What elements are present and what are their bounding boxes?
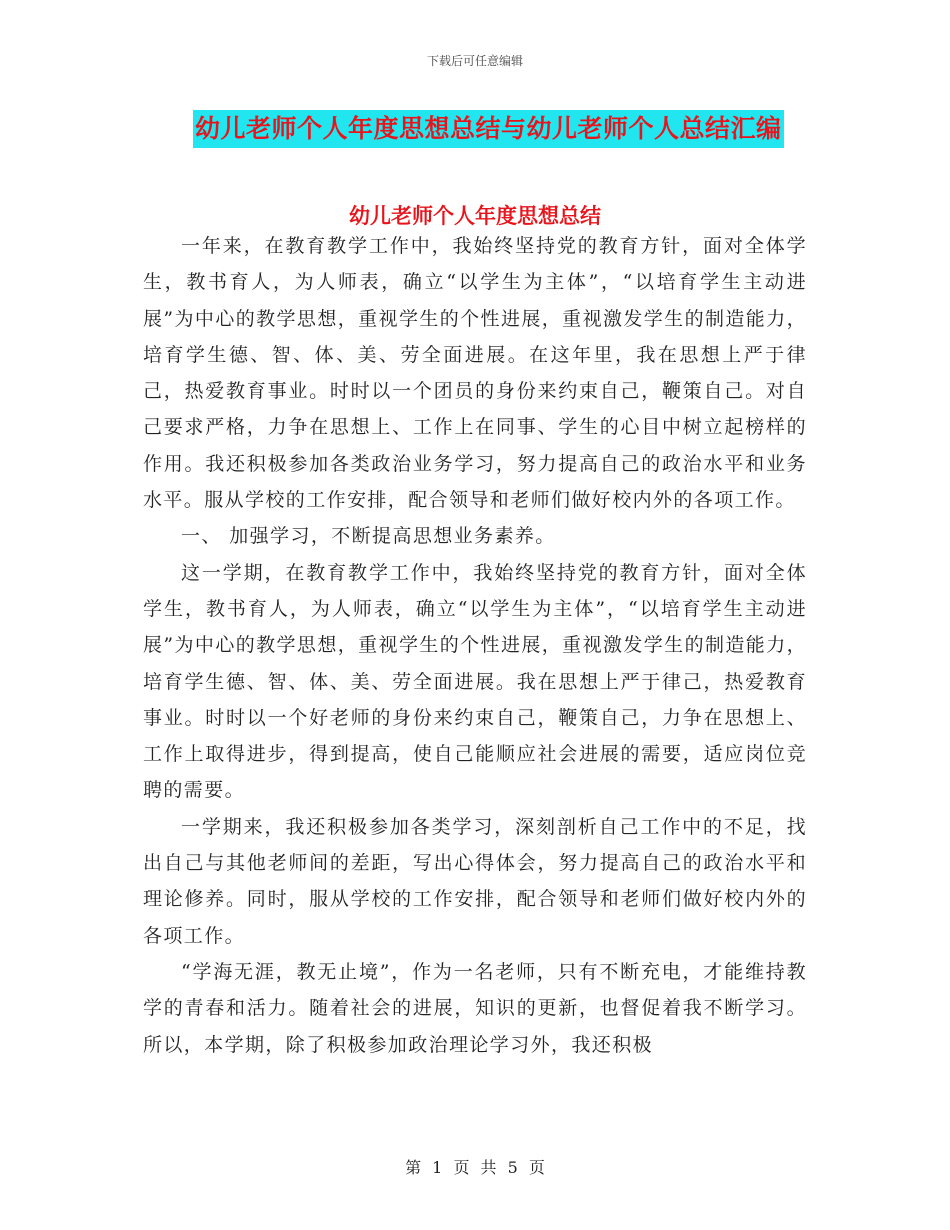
paragraph-2-heading: 一、 加强学习，不断提高思想业务素养。 — [181, 525, 556, 548]
paragraph-4: 一学期来，我还积极参加各类学习，深刻剖析自己工作中的不足，找出自己与其他老师间的差距，写出心得体会，努力提高自己的政治水平和理论修养。同时，服从学校的工作安排，配合领导和老师们做好校内外的各项工作。 — [143, 815, 807, 947]
main-title-container — [193, 110, 784, 148]
section-title: 幼儿老师个人年度思想总结 — [349, 204, 601, 228]
main-title: 幼儿老师个人年度思想总结与幼儿老师个人总结汇编 — [193, 110, 784, 148]
paragraph-5: “学海无涯，教无止境”，作为一名老师，只有不断充电，才能维持教学的青春和活力。随着社会的进展，知识的更新，也督促着我不断学习。所以，本学期，除了积极参加政治理论学习外，我还积极 — [143, 960, 807, 1056]
body-text — [143, 228, 807, 1063]
paragraph-1: 一年来，在教育教学工作中，我始终坚持党的教育方针，面对全体学生，教书育人，为人师表，确立“以学生为主体”，“以培育学生主动进展”为中心的教学思想，重视学生的个性进展，重视激发学生的制造能力，培育学生德、智、体、美、劳全面进展。在这年里，我在思想上严于律己，热爱教育事业。时时以一个团员的身份来约束自己，鞭策自己。对自己要求严格，力争在思想上、工作上在同事、学生的心目中树立起榜样的作用。我还积极参加各类政治业务学习，努力提高自己的政治水平和业务水平。服从学校的工作安排，配合领导和老师们做好校内外的各项工作。 — [143, 235, 807, 512]
paragraph-3: 这一学期，在教育教学工作中，我始终坚持党的教育方针，面对全体学生，教书育人，为人师表，确立“以学生为主体”，“以培育学生主动进展”为中心的教学思想，重视学生的个性进展，重视激发学生的制造能力，培育学生德、智、体、美、劳全面进展。我在思想上严于律己，热爱教育事业。时时以一个好老师的身份来约束自己，鞭策自己，力争在思想上、工作上取得进步，得到提高，使自己能顺应社会进展的需要，适应岗位竞聘的需要。 — [143, 561, 807, 802]
page-footer: 第 1 页 共 5 页 — [405, 1158, 545, 1177]
header-note: 下载后可任意编辑 — [426, 54, 523, 68]
